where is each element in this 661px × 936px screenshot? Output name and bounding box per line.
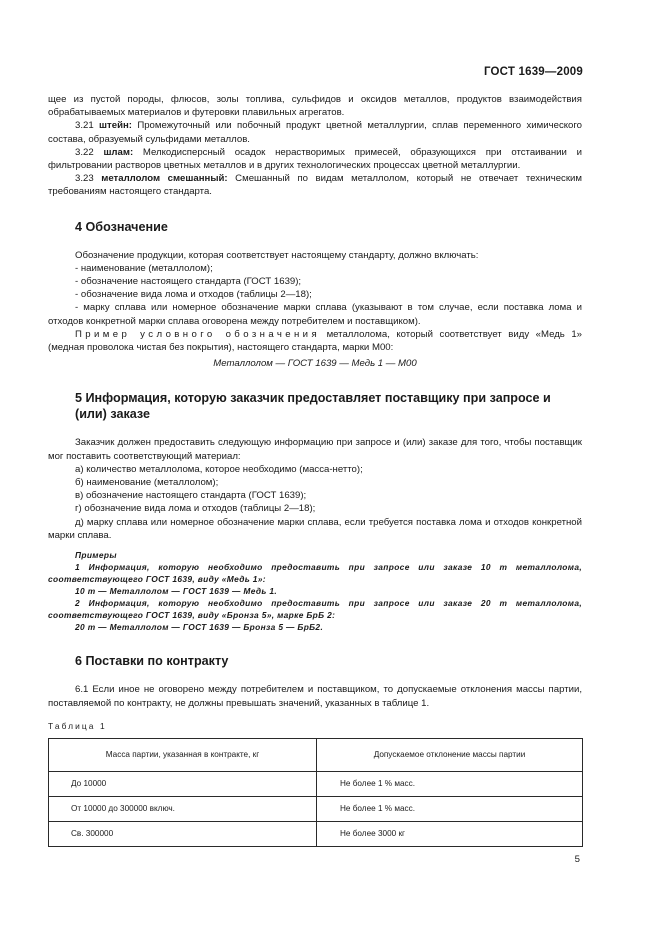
section-6-heading: 6 Поставки по контракту bbox=[75, 654, 229, 669]
examples-title: Примеры bbox=[75, 550, 117, 561]
list-item: г) обозначение вида лома и отходов (таблицы 2—18); bbox=[75, 503, 316, 515]
document-code: ГОСТ 1639—2009 bbox=[483, 66, 583, 78]
table-caption: Таблица 1 bbox=[48, 720, 107, 731]
section-4-example: Пример условного обозначения металлолома, который соответствует виду «Медь 1» (медная проволока чистая без покрытия), настоящего стандарта, марки М00: bbox=[48, 328, 582, 354]
header-deviation: Допускаемое отклонение массы партии bbox=[317, 739, 583, 772]
term-metallolom-smeshanny: металлолом смешанный: bbox=[101, 173, 228, 185]
list-item: в) обозначение настоящего стандарта (ГОСТ 1639); bbox=[75, 490, 307, 502]
example-1: 1 Информация, которую необходимо предоставить при запросе или заказе 10 т металлолома, соответствующего ГОСТ 1639, виду «Медь 1»: bbox=[48, 561, 582, 584]
table-cell: Св. 300000 bbox=[49, 822, 317, 847]
definition-continuation: щее из пустой породы, флюсов, золы топлива, сульфидов и оксидов металлов, продуктов взаимодействия обрабатываемых материалов и футеровки плавильных агрегатов. bbox=[48, 94, 582, 119]
section-4-heading: 4 Обозначение bbox=[75, 219, 168, 234]
table-row bbox=[49, 822, 583, 847]
list-item: а) количество металлолома, которое необходимо (масса-нетто); bbox=[75, 463, 363, 475]
term-shlam: шлам: bbox=[103, 146, 134, 158]
table-row bbox=[49, 772, 583, 797]
list-item: - наименование (металлолом); bbox=[75, 262, 213, 274]
header-mass: Масса партии, указанная в контракте, кг bbox=[49, 739, 317, 772]
definition-3-21: 3.21 штейн: Промежуточный или побочный продукт цветной металлургии, сплав переменного химического состава, образуемый сульфидами металлов. bbox=[48, 120, 582, 145]
paragraph-6-1: 6.1 Если иное не оговорено между потребителем и поставщиком, то допускаемые отклонения массы партии, поставляемой по контракту, не должны превышать значений, указанных в таблице 1. bbox=[48, 684, 582, 709]
list-item: д) марку сплава или номерное обозначение марки сплава, если требуется поставка лома и отходов конкретной марки сплава. bbox=[48, 516, 582, 541]
table-cell: Не более 3000 кг bbox=[317, 822, 583, 847]
definition-3-23: 3.23 металлолом смешанный: Смешанный по видам металлолом, который не отвечает техническим требованиям настоящего стандарта. bbox=[48, 173, 582, 198]
list-item: - обозначение настоящего стандарта (ГОСТ 1639); bbox=[75, 276, 302, 288]
table-header-row bbox=[49, 739, 583, 772]
section-5-heading: 5 Информация, которую заказчик предоставляет поставщику при запросе и (или) заказе bbox=[75, 391, 551, 422]
example-2-result: 20 т — Металлолом — ГОСТ 1639 — Бронза 5 — БрБ2. bbox=[75, 621, 324, 632]
table-cell: Не более 1 % масс. bbox=[317, 797, 583, 822]
table-cell: До 10000 bbox=[49, 772, 317, 797]
table-row bbox=[49, 797, 583, 822]
page-body bbox=[48, 93, 582, 847]
definition-3-22: 3.22 шлам: Мелкодисперсный осадок нерастворимых примесей, образующихся при отстаивании и фильтровании растворов цветных металлов и в других технологических процессах цветной металлургии. bbox=[48, 146, 582, 172]
example-label: Пример условного обозначения bbox=[75, 328, 321, 340]
example-1-result: 10 т — Металлолом — ГОСТ 1639 — Медь 1. bbox=[75, 585, 278, 596]
term-shtein: штейн: bbox=[99, 120, 132, 132]
list-item: б) наименование (металлолом); bbox=[75, 477, 219, 489]
example-2: 2 Информация, которую необходимо предоставить при запросе или заказе 20 т металлолома, соответствующего ГОСТ 1639, виду «Бронза 5», марке БрБ 2: bbox=[48, 597, 582, 620]
designation-example: Металлолом — ГОСТ 1639 — Медь 1 — М00 bbox=[213, 358, 417, 370]
table-1 bbox=[48, 738, 583, 847]
list-item: - марку сплава или номерное обозначение марки сплава (указывают в том случае, если поставка лома и отходов конкретной марки сплава оговорена между потребителем и поставщиком). bbox=[48, 302, 582, 327]
section-4-lead: Обозначение продукции, которая соответствует настоящему стандарту, должно включать: bbox=[75, 249, 479, 261]
section-5-lead: Заказчик должен предоставить следующую информацию при запросе и (или) заказе для того, чтобы поставщик мог поставить соответствующий материал: bbox=[48, 437, 582, 462]
table-cell: Не более 1 % масс. bbox=[317, 772, 583, 797]
list-item: - обозначение вида лома и отходов (таблицы 2—18); bbox=[75, 289, 312, 301]
table-cell: От 10000 до 300000 включ. bbox=[49, 797, 317, 822]
page-number: 5 bbox=[574, 854, 580, 865]
